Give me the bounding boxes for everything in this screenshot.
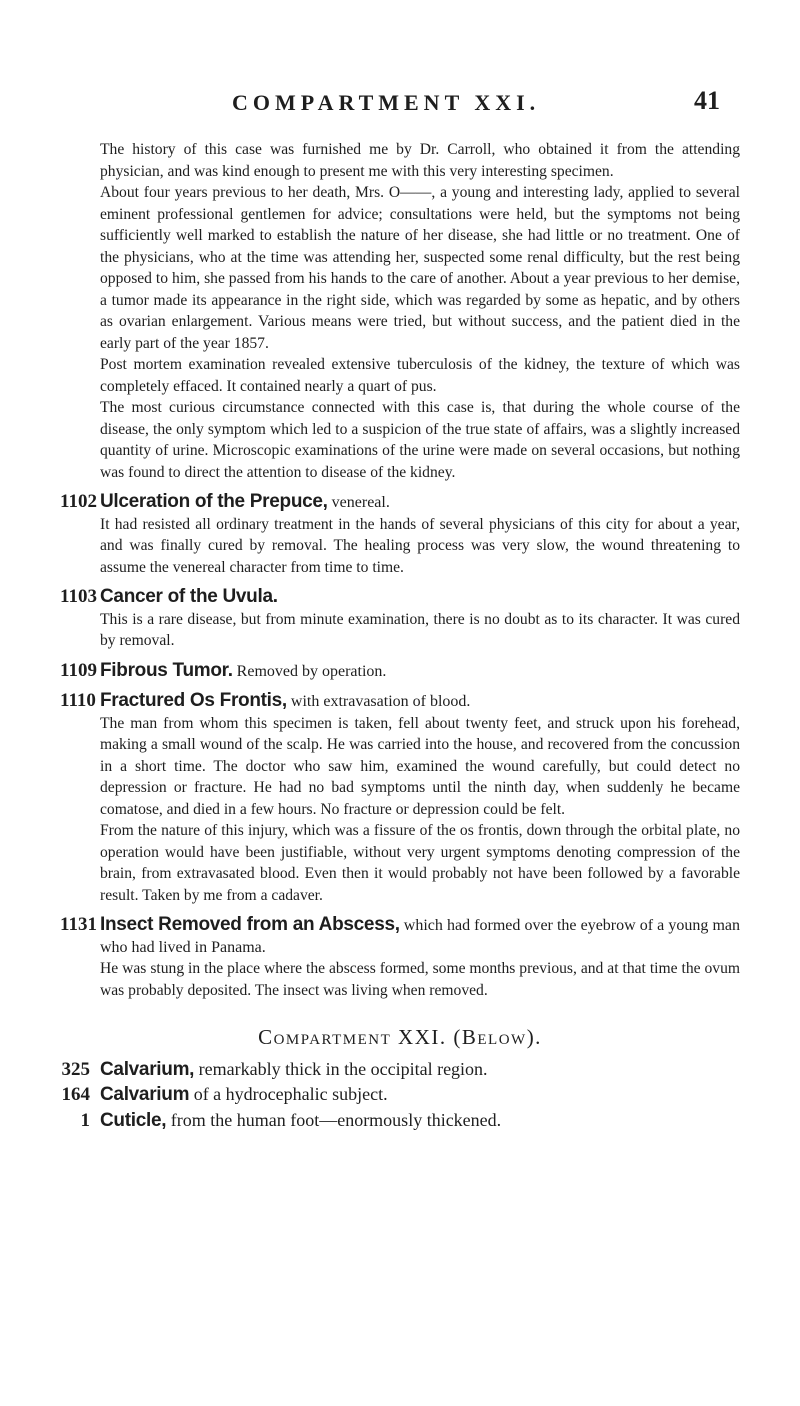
intro-paragraph: The history of this case was furnished me by Dr. Carroll, who obtained it from the attending physician, and was kind enough to present me with this very interesting specimen.: [100, 141, 740, 180]
catalogue-entry: [60, 586, 740, 652]
entry-title: Ulceration of the Prepuce,: [100, 491, 328, 512]
entry-number: 1110: [60, 690, 96, 711]
entry-title-rest: with extravasation of blood.: [286, 693, 471, 710]
intro-paragraph: About four years previous to her death, Mrs. O——, a young and interesting lady, applied to several eminent professional gentlemen for advice; consultations were held, but the symptoms not being sufficiently well marked to establish the nature of her disease, she had little or no treatment. One of the physicians, who at the time was attending her, suspected some renal difficulty, but the rest being opposed to him, she passed from his hands to the care of another. About a year previous to her demise, a tumor made its appearance in the right side, which was regarded by some as hepatic, and by others as ovarian enlargement. Various means were tried, but without success, and the patient died in the early part of the year 1857.: [100, 184, 740, 352]
catalogue-entry: [60, 914, 740, 1001]
entry-heading: [60, 491, 740, 514]
item-title: Cuticle,: [100, 1109, 167, 1131]
catalogue-item: [60, 1110, 740, 1133]
entry-heading: [60, 690, 740, 713]
intro-paragraph: Post mortem examination revealed extensive tuberculosis of the kidney, the texture of which was completely effaced. It contained nearly a quart of pus.: [100, 356, 740, 395]
entry-number: 1109: [60, 659, 97, 681]
entry-title: Fibrous Tumor.: [100, 659, 233, 681]
entry-title: Insect Removed from an Abscess,: [100, 914, 400, 935]
item-number: 1: [80, 1109, 90, 1131]
item-title: Calvarium: [100, 1084, 190, 1105]
entry-description: From the nature of this injury, which was a fissure of the os frontis, down through the orbital plate, no operation would have been justifiable, without very urgent symptoms denoting compression of the brain, from extravasated blood. Even then it would probably not have been followed by a favorable result. Taken by me from a cadaver.: [100, 822, 740, 904]
entry-description: It had resisted all ordinary treatment in the hands of several physicians of this city for about a year, and was finally cured by removal. The healing process was very slow, the wound threatening to assume the venereal character from time to time.: [100, 515, 740, 576]
page-body: [60, 139, 740, 1132]
entry-title: Cancer of the Uvula.: [100, 586, 278, 607]
running-head: COMPARTMENT XXI.: [232, 90, 541, 115]
page-header: [0, 86, 800, 126]
entry-heading: [60, 660, 740, 683]
page-number: 41: [694, 86, 720, 115]
entry-title-rest: venereal.: [327, 494, 390, 511]
entry-title: Fractured Os Frontis,: [100, 690, 287, 711]
item-title: Calvarium,: [100, 1058, 195, 1080]
catalogue-entry: [60, 660, 740, 683]
entry-heading: [60, 586, 740, 609]
entry-description: This is a rare disease, but from minute examination, there is no doubt as to its character. It was cured by removal.: [100, 610, 740, 649]
catalogue-entry: [60, 491, 740, 578]
entry-title-rest: which had formed over the eyebrow of a young man who had lived in Panama.: [100, 917, 740, 956]
item-description: from the human foot—enormously thickened.: [166, 1109, 502, 1130]
catalogue-entry: [60, 690, 740, 906]
item-description: remarkably thick in the occipital region.: [194, 1058, 488, 1079]
catalogue-item: [60, 1084, 740, 1107]
intro-paragraph: The most curious circumstance connected with this case is, that during the whole course of the disease, the only symptom which led to a suspicion of the true state of affairs, was a slightly increased quantity of urine. Microscopic examinations of the urine were made on several occasions, but nothing was found to direct the attention to disease of the kidney.: [100, 399, 740, 481]
entry-number: 1131: [60, 914, 97, 935]
entry-description: The man from whom this specimen is taken, fell about twenty feet, and struck upon his forehead, making a small wound of the scalp. He was carried into the house, and recovered from the concussion in a short time. The doctor who saw him, examined the wound carefully, but could detect no depression or fracture. He had no bad symptoms until the ninth day, when suddenly he became comatose, and died in a few hours. No fracture or depression could be felt.: [100, 714, 740, 818]
item-description: of a hydrocephalic subject.: [189, 1084, 388, 1104]
entry-number: 1103: [60, 586, 97, 607]
item-number: 325: [61, 1058, 90, 1080]
entry-description: He was stung in the place where the abscess formed, some months previous, and at that time the ovum was probably deposited. The insect was living when removed.: [100, 960, 740, 999]
entry-title-rest: Removed by operation.: [232, 662, 387, 680]
item-number: 164: [61, 1084, 90, 1105]
entry-heading: [60, 914, 740, 958]
catalogue-item: [60, 1059, 740, 1082]
entry-number: 1102: [60, 491, 97, 512]
section-heading: Compartment XXI. (Below).: [258, 1025, 542, 1049]
